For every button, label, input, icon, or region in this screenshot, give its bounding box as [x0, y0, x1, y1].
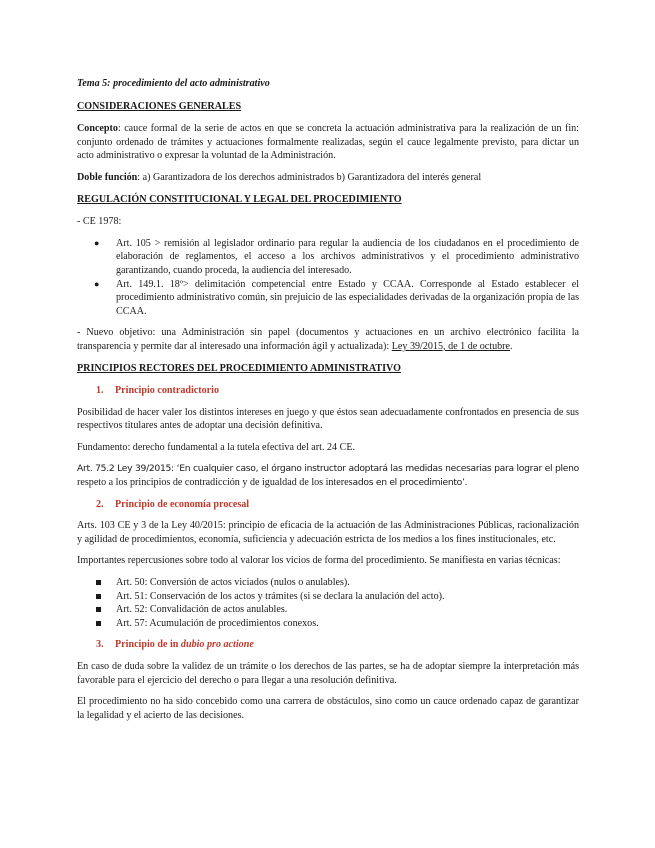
subheading-in-dubio-pro-actione: 3. Principio de in dubio pro actione: [96, 639, 254, 651]
paragraph-concepto: [77, 122, 579, 163]
paragraph-art-75: Art. 75.2 Ley 39/2015: ‘En cualquier caso, el órgano instructor adoptará las medidas necesarias para lograr el pleno respeto a los principios de contradicción y de igualdad de los interesados en el procedimiento’.: [77, 463, 579, 489]
list-item: Art. 50: Conversión de actos viciados (nulos o anulables).: [77, 576, 579, 590]
heading-consideraciones: CONSIDERACIONES GENERALES: [77, 100, 242, 112]
list-item: ● Art. 105 > remisión al legislador ordinario para regular la audiencia de los ciudadanos en el procedimiento de elaboración de reglamentos, el acceso a los archivos administrativos y el procedimiento administrativo garantizando, cuando proceda, la audiencia del interesado.: [94, 237, 579, 276]
square-bullet-icon: [96, 621, 101, 626]
bullet-icon: ●: [94, 237, 100, 248]
paragraph-contradictorio-2: Fundamento: derecho fundamental a la tutela efectiva del art. 24 CE.: [77, 441, 356, 453]
paragraph-economia-1: Arts. 103 CE y 3 de la Ley 40/2015: principio de eficacia de la actuación de las Administraciones Públicas, racionalización y agilidad de procedimientos, economía, suficiencia y adecuación estricta de los medios a los fines institucionales, etc.: [77, 520, 579, 545]
paragraph-in-dubio-2: El procedimiento no ha sido concebido como una carrera de obstáculos, sino como un cauce ordenado capaz de garantizar la legalidad y el acierto de las decisiones.: [77, 696, 579, 721]
paragraph-economia-2: Importantes repercusiones sobre todo al valorar los vicios de forma del procedimiento. Se manifiesta en varias técnicas:: [77, 555, 561, 567]
paragraph-nuevo-objetivo: - Nuevo objetivo: una Administración sin papel (documentos y actuaciones en un archivo electrónico facilita la transparencia y permite dar al interesado una información ágil y actualizada): Ley 39/2015, de 1 de octubre.: [77, 327, 579, 352]
paragraph-ce1978: - CE 1978:: [77, 216, 122, 228]
list-item: ● Art. 149.1. 18º> delimitación competencial entre Estado y CCAA. Corresponde al Estado establecer el procedimiento administrativo común, sin prejuicio de las especialidades derivadas de la organización propia de las CCAA.: [94, 278, 579, 317]
list-item: Art. 52: Convalidación de actos anulables.: [77, 603, 579, 617]
heading-principios: PRINCIPIOS RECTORES DEL PROCEDIMIENTO ADMINISTRATIVO: [77, 362, 401, 374]
tecnicas-list: [77, 576, 579, 630]
concepto-label: Concepto: [77, 123, 118, 135]
square-bullet-icon: [96, 580, 101, 585]
subheading-contradictorio: 1. Principio contradictorio: [96, 385, 220, 397]
heading-regulacion: REGULACIÓN CONSTITUCIONAL Y LEGAL DEL PROCEDIMIENTO: [77, 193, 402, 205]
doble-label: Doble función: [77, 171, 138, 183]
square-bullet-icon: [96, 594, 101, 599]
paragraph-doble-funcion: [77, 171, 579, 185]
bullet-icon: ●: [94, 278, 100, 289]
doble-text: : a) Garantizadora de los derechos administrados b) Garantizadora del interés general: [137, 171, 482, 183]
square-bullet-icon: [96, 607, 101, 612]
paragraph-in-dubio-1: En caso de duda sobre la validez de un trámite o los derechos de las partes, se ha de adoptar siempre la interpretación más favorable para el ejercicio del derecho o para llegar a una resolución definitiva.: [77, 661, 579, 686]
list-item: Art. 51: Conservación de los actos y trámites (si se declara la anulación del acto).: [77, 590, 579, 604]
ley-link: Ley 39/2015, de 1 de octubre: [391, 340, 511, 352]
document-title: Tema 5: procedimiento del acto administrativo: [77, 78, 270, 89]
document-content: [77, 77, 579, 730]
concepto-text: : cauce formal de la serie de actos en que se concreta la actuación administrativa para la realización de un fin: conjunto ordenado de trámites y actuaciones formalmente realizadas, según el cauce legalmente previsto, para dictar un acto administrativo o expresar la voluntad de la Administración.: [77, 123, 579, 162]
ce-bullet-list: [77, 237, 579, 319]
list-item: Art. 57: Acumulación de procedimientos conexos.: [77, 617, 579, 631]
paragraph-contradictorio-1: Posibilidad de hacer valer los distintos intereses en juego y que éstos sean adecuadamente confrontados en presencia de sus respectivos titulares antes de adoptar una decisión definitiva.: [77, 406, 579, 432]
subheading-economia-procesal: 2. Principio de economía procesal: [96, 498, 250, 510]
